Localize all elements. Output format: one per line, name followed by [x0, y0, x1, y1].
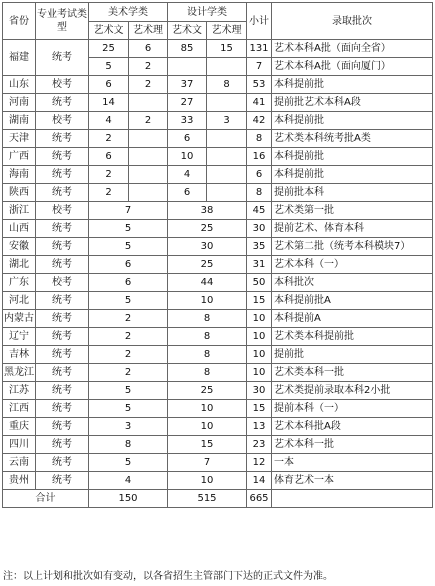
- design-wen-cell: 37: [168, 76, 207, 94]
- design-cell: 8: [168, 310, 247, 328]
- province-cell: 天津: [3, 130, 36, 148]
- subtotal-cell: 6: [247, 166, 272, 184]
- table-row: [3, 292, 433, 310]
- design-cell: 10: [168, 472, 247, 490]
- province-cell: 辽宁: [3, 328, 36, 346]
- batch-cell: 提前批: [272, 346, 433, 364]
- design-wen-cell: 85: [168, 40, 207, 58]
- batch-cell: 提前批本科: [272, 184, 433, 202]
- table-row: [3, 76, 433, 94]
- art-wen-cell: 5: [89, 58, 129, 76]
- art-li-cell: [129, 130, 168, 148]
- art-wen-cell: 25: [89, 40, 129, 58]
- art-cell: 6: [89, 256, 168, 274]
- design-cell: 44: [168, 274, 247, 292]
- type-cell: 统考: [36, 328, 89, 346]
- type-cell: 统考: [36, 418, 89, 436]
- table-row: [3, 328, 433, 346]
- table-row: [3, 382, 433, 400]
- art-cell: 8: [89, 436, 168, 454]
- type-cell: 统考: [36, 436, 89, 454]
- art-li-cell: [129, 94, 168, 112]
- subtotal-cell: 41: [247, 94, 272, 112]
- header-design-wen: 艺术文: [168, 22, 207, 40]
- subtotal-cell: 10: [247, 328, 272, 346]
- design-cell: 8: [168, 328, 247, 346]
- subtotal-cell: 31: [247, 256, 272, 274]
- subtotal-cell: 8: [247, 130, 272, 148]
- type-cell: 统考: [36, 454, 89, 472]
- art-cell: 5: [89, 400, 168, 418]
- table-row: [3, 436, 433, 454]
- table-row: [3, 202, 433, 220]
- type-cell: 统考: [36, 364, 89, 382]
- design-wen-cell: 10: [168, 148, 207, 166]
- table-row: [3, 220, 433, 238]
- header-art-wen: 艺术文: [89, 22, 129, 40]
- header-row: [3, 3, 433, 22]
- province-cell: 广西: [3, 148, 36, 166]
- batch-cell: 艺术第二批（统考本科模块7）: [272, 238, 433, 256]
- batch-cell: 本科批次: [272, 274, 433, 292]
- type-cell: 统考: [36, 40, 89, 76]
- batch-cell: 本科提前批: [272, 76, 433, 94]
- header-exam-type: 专业考试类型: [36, 3, 89, 40]
- subtotal-cell: 8: [247, 184, 272, 202]
- design-cell: 15: [168, 436, 247, 454]
- header-design: 设计学类: [168, 3, 247, 22]
- subtotal-cell: 23: [247, 436, 272, 454]
- table-row: [3, 94, 433, 112]
- batch-cell: 本科提前批: [272, 166, 433, 184]
- art-cell: 4: [89, 472, 168, 490]
- type-cell: 统考: [36, 238, 89, 256]
- design-li-cell: 8: [207, 76, 247, 94]
- province-cell: 河北: [3, 292, 36, 310]
- batch-cell: 艺术类本科统考批A类: [272, 130, 433, 148]
- province-cell: 福建: [3, 40, 36, 76]
- batch-cell: 提前艺术、体育本科: [272, 220, 433, 238]
- table-row: [3, 454, 433, 472]
- province-cell: 河南: [3, 94, 36, 112]
- design-wen-cell: 6: [168, 184, 207, 202]
- table-row: [3, 184, 433, 202]
- header-art: 美术学类: [89, 3, 168, 22]
- art-li-cell: 2: [129, 76, 168, 94]
- province-cell: 四川: [3, 436, 36, 454]
- province-cell: 云南: [3, 454, 36, 472]
- batch-cell: 本科提前批: [272, 112, 433, 130]
- art-cell: 3: [89, 418, 168, 436]
- art-li-cell: [129, 166, 168, 184]
- art-cell: 5: [89, 292, 168, 310]
- subtotal-cell: 131: [247, 40, 272, 58]
- province-cell: 海南: [3, 166, 36, 184]
- table-row: [3, 274, 433, 292]
- type-cell: 统考: [36, 346, 89, 364]
- art-cell: 2: [89, 346, 168, 364]
- design-li-cell: [207, 130, 247, 148]
- batch-cell: 提前批艺术本科A段: [272, 94, 433, 112]
- art-li-cell: [129, 148, 168, 166]
- province-cell: 安徽: [3, 238, 36, 256]
- type-cell: 校考: [36, 202, 89, 220]
- province-cell: 湖南: [3, 112, 36, 130]
- province-cell: 陕西: [3, 184, 36, 202]
- province-cell: 江西: [3, 400, 36, 418]
- design-cell: 38: [168, 202, 247, 220]
- type-cell: 统考: [36, 400, 89, 418]
- design-li-cell: [207, 184, 247, 202]
- province-cell: 浙江: [3, 202, 36, 220]
- art-wen-cell: 14: [89, 94, 129, 112]
- table-row: [3, 472, 433, 490]
- province-cell: 湖北: [3, 256, 36, 274]
- design-cell: 10: [168, 400, 247, 418]
- header-province: 省份: [3, 3, 36, 40]
- header-subtotal: 小计: [247, 3, 272, 40]
- art-li-cell: [129, 184, 168, 202]
- subtotal-cell: 45: [247, 202, 272, 220]
- province-cell: 山东: [3, 76, 36, 94]
- subtotal-cell: 30: [247, 220, 272, 238]
- subtotal-cell: 10: [247, 346, 272, 364]
- batch-cell: 艺术本科A批（面向厦门）: [272, 58, 433, 76]
- subtotal-cell: 15: [247, 400, 272, 418]
- art-wen-cell: 6: [89, 76, 129, 94]
- table-row: [3, 40, 433, 58]
- design-cell: 8: [168, 346, 247, 364]
- type-cell: 统考: [36, 292, 89, 310]
- batch-cell: 艺术类本科提前批: [272, 328, 433, 346]
- design-wen-cell: 4: [168, 166, 207, 184]
- batch-cell: 艺术本科一批: [272, 436, 433, 454]
- total-art: 150: [89, 490, 168, 508]
- art-cell: 2: [89, 310, 168, 328]
- subtotal-cell: 35: [247, 238, 272, 256]
- province-cell: 山西: [3, 220, 36, 238]
- subtotal-cell: 14: [247, 472, 272, 490]
- batch-cell: 艺术本科A批（面向全省）: [272, 40, 433, 58]
- design-li-cell: [207, 166, 247, 184]
- batch-cell: 艺术本科批A段: [272, 418, 433, 436]
- table-row: [3, 166, 433, 184]
- batch-cell: 艺术类提前录取本科2小批: [272, 382, 433, 400]
- design-wen-cell: 6: [168, 130, 207, 148]
- header-batch: 录取批次: [272, 3, 433, 40]
- table-row: [3, 346, 433, 364]
- type-cell: 校考: [36, 274, 89, 292]
- type-cell: 统考: [36, 184, 89, 202]
- subtotal-cell: 50: [247, 274, 272, 292]
- art-cell: 7: [89, 202, 168, 220]
- province-cell: 吉林: [3, 346, 36, 364]
- subtotal-cell: 53: [247, 76, 272, 94]
- art-cell: 5: [89, 382, 168, 400]
- design-cell: 7: [168, 454, 247, 472]
- batch-cell: 本科提前批: [272, 148, 433, 166]
- admissions-plan-table: [2, 2, 433, 508]
- subtotal-cell: 7: [247, 58, 272, 76]
- design-wen-cell: 27: [168, 94, 207, 112]
- art-cell: 5: [89, 454, 168, 472]
- design-cell: 10: [168, 292, 247, 310]
- art-cell: 5: [89, 220, 168, 238]
- art-cell: 2: [89, 364, 168, 382]
- type-cell: 统考: [36, 130, 89, 148]
- subtotal-cell: 42: [247, 112, 272, 130]
- table-row: [3, 364, 433, 382]
- design-wen-cell: [168, 58, 207, 76]
- design-cell: 10: [168, 418, 247, 436]
- design-cell: 25: [168, 256, 247, 274]
- design-cell: 30: [168, 238, 247, 256]
- subtotal-cell: 16: [247, 148, 272, 166]
- subtotal-cell: 13: [247, 418, 272, 436]
- design-wen-cell: 33: [168, 112, 207, 130]
- table-row: [3, 130, 433, 148]
- art-wen-cell: 2: [89, 184, 129, 202]
- table-row: [3, 148, 433, 166]
- type-cell: 统考: [36, 148, 89, 166]
- batch-cell: 艺术类本科一批: [272, 364, 433, 382]
- total-row: [3, 490, 433, 508]
- table-row: [3, 400, 433, 418]
- table-row: [3, 418, 433, 436]
- type-cell: 统考: [36, 166, 89, 184]
- art-wen-cell: 4: [89, 112, 129, 130]
- art-li-cell: 6: [129, 40, 168, 58]
- total-design: 515: [168, 490, 247, 508]
- type-cell: 校考: [36, 76, 89, 94]
- province-cell: 重庆: [3, 418, 36, 436]
- design-li-cell: 15: [207, 40, 247, 58]
- type-cell: 统考: [36, 310, 89, 328]
- subtotal-cell: 15: [247, 292, 272, 310]
- design-li-cell: [207, 58, 247, 76]
- design-li-cell: [207, 148, 247, 166]
- province-cell: 广东: [3, 274, 36, 292]
- type-cell: 统考: [36, 94, 89, 112]
- batch-cell: 提前本科（一）: [272, 400, 433, 418]
- province-cell: 贵州: [3, 472, 36, 490]
- art-li-cell: 2: [129, 112, 168, 130]
- type-cell: 统考: [36, 382, 89, 400]
- total-label: 合计: [3, 490, 89, 508]
- batch-cell: 本科提前A: [272, 310, 433, 328]
- subtotal-cell: 30: [247, 382, 272, 400]
- art-wen-cell: 2: [89, 130, 129, 148]
- batch-cell: 艺术本科（一）: [272, 256, 433, 274]
- total-subtotal: 665: [247, 490, 272, 508]
- table-row: [3, 238, 433, 256]
- subtotal-cell: 10: [247, 364, 272, 382]
- art-cell: 6: [89, 274, 168, 292]
- design-cell: 8: [168, 364, 247, 382]
- table-row: [3, 256, 433, 274]
- subtotal-cell: 10: [247, 310, 272, 328]
- art-wen-cell: 6: [89, 148, 129, 166]
- art-wen-cell: 2: [89, 166, 129, 184]
- batch-cell: 艺术类第一批: [272, 202, 433, 220]
- province-cell: 黑龙江: [3, 364, 36, 382]
- design-cell: 25: [168, 220, 247, 238]
- table-row: [3, 112, 433, 130]
- batch-cell: 一本: [272, 454, 433, 472]
- design-li-cell: [207, 94, 247, 112]
- type-cell: 统考: [36, 472, 89, 490]
- subtotal-cell: 12: [247, 454, 272, 472]
- art-cell: 2: [89, 328, 168, 346]
- design-li-cell: 3: [207, 112, 247, 130]
- province-cell: 内蒙古: [3, 310, 36, 328]
- type-cell: 统考: [36, 220, 89, 238]
- type-cell: 统考: [36, 256, 89, 274]
- type-cell: 校考: [36, 112, 89, 130]
- batch-cell: 本科提前批A: [272, 292, 433, 310]
- art-cell: 5: [89, 238, 168, 256]
- table-row: [3, 310, 433, 328]
- art-li-cell: 2: [129, 58, 168, 76]
- total-batch: [272, 490, 433, 508]
- footnote: 注：以上计划和批次如有变动，以各省招生主管部门下达的正式文件为准。: [3, 571, 333, 582]
- header-design-li: 艺术理: [207, 22, 247, 40]
- batch-cell: 体育艺术一本: [272, 472, 433, 490]
- header-art-li: 艺术理: [129, 22, 168, 40]
- province-cell: 江苏: [3, 382, 36, 400]
- design-cell: 25: [168, 382, 247, 400]
